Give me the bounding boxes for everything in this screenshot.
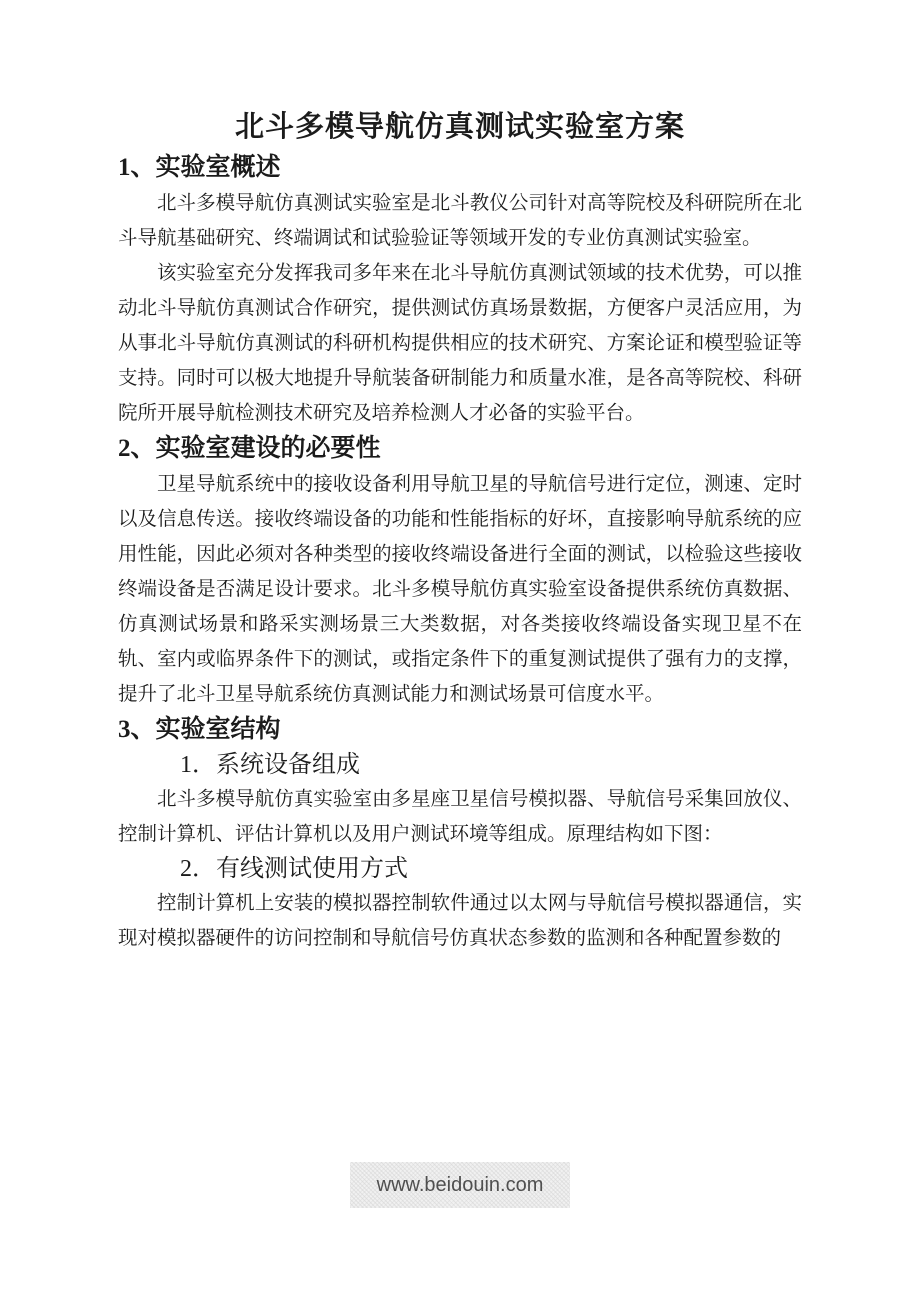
section-2-paragraph-1: 卫星导航系统中的接收设备利用导航卫星的导航信号进行定位，测速、定时以及信息传送。接收终端设备的功能和性能指标的好坏，直接影响导航系统的应用性能，因此必须对各种类型的接收终端设备进行全面的测试，以检验这些接收终端设备是否满足设计要求。北斗多模导航仿真实验室设备提供系统仿真数据、仿真测试场景和路采实测场景三大类数据，对各类接收终端设备实现卫星不在轨、室内或临界条件下的测试，或指定条件下的重复测试提供了强有力的支撑，提升了北斗卫星导航系统仿真测试能力和测试场景可信度水平。: [118, 474, 802, 705]
subsection-2-heading: 2．有线测试使用方式: [180, 856, 408, 882]
section-1-heading: 1、实验室概述: [118, 154, 281, 181]
page-title: 北斗多模导航仿真测试实验室方案: [234, 111, 685, 143]
watermark-text: www.beidouin.com: [350, 1162, 570, 1208]
section-1-paragraph-2: 该实验室充分发挥我司多年来在北斗导航仿真测试领域的技术优势，可以推动北斗导航仿真测试合作研究，提供测试仿真场景数据，方便客户灵活应用，为从事北斗导航仿真测试的科研机构提供相应的技术研究、方案论证和模型验证等支持。同时可以极大地提升导航装备研制能力和质量水准，是各高等院校、科研院所开展导航检测技术研究及培养检测人才必备的实验平台。: [118, 263, 802, 424]
subsection-2-paragraph-1: 控制计算机上安装的模拟器控制软件通过以太网与导航信号模拟器通信，实现对模拟器硬件的访问控制和导航信号仿真状态参数的监测和各种配置参数的: [118, 893, 802, 949]
subsection-1-paragraph-1: 北斗多模导航仿真实验室由多星座卫星信号模拟器、导航信号采集回放仪、控制计算机、评估计算机以及用户测试环境等组成。原理结构如下图：: [118, 789, 802, 845]
section-3-heading: 3、实验室结构: [118, 716, 281, 743]
section-2-heading: 2、实验室建设的必要性: [118, 435, 381, 462]
subsection-1-heading: 1．系统设备组成: [180, 752, 360, 778]
section-1-paragraph-1: 北斗多模导航仿真测试实验室是北斗教仪公司针对高等院校及科研院所在北斗导航基础研究、终端调试和试验验证等领域开发的专业仿真测试实验室。: [118, 193, 802, 249]
